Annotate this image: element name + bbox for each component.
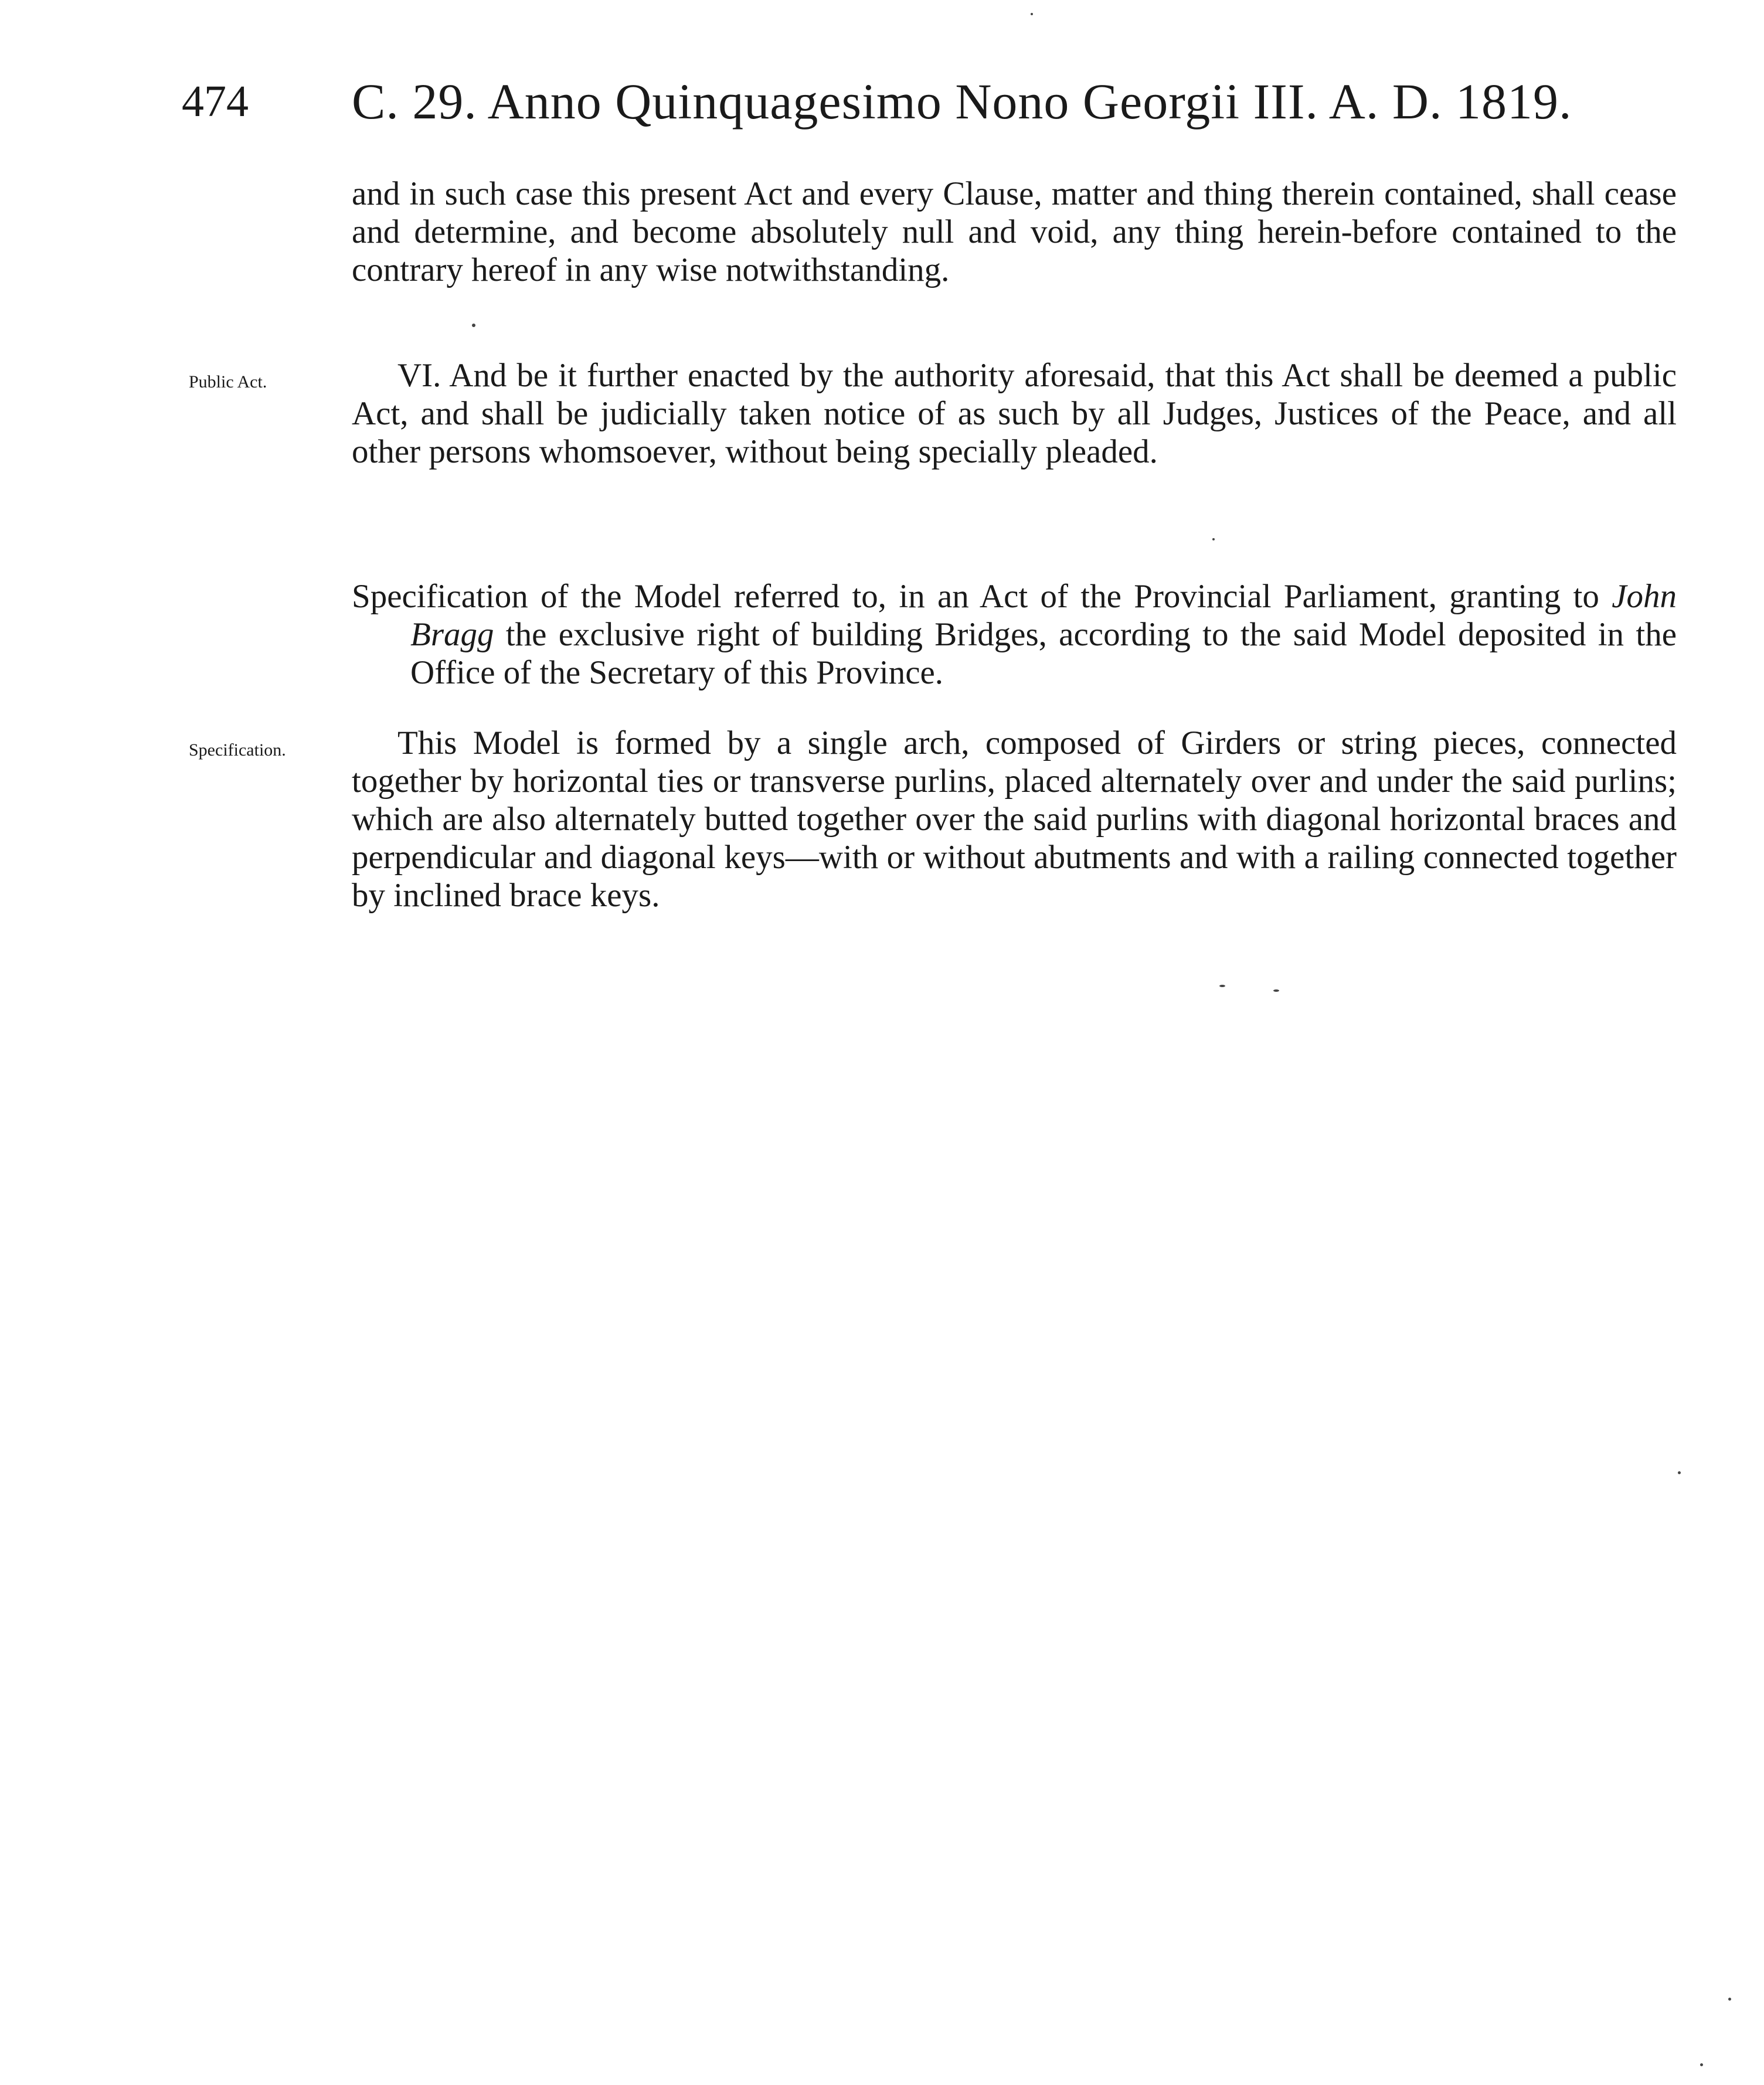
specification-heading (352, 577, 1677, 692)
specification-heading-text (352, 577, 1677, 692)
scan-speck (1728, 1998, 1731, 2001)
specification-paragraph (352, 724, 1677, 914)
patentee-name: John Bragg (410, 578, 1677, 653)
continuation-text: and in such case this present Act and every Clause, matter and thing therein contained, shall cease and determine, and become absolutely null and void, any thing herein-before contained to the contrary hereof in any wise notwithstanding. (352, 175, 1677, 288)
page-header (0, 69, 1764, 134)
specification-heading-after: the exclusive right of building Bridges, according to the said Model deposited in the Office of the Secretary of this Province. (410, 616, 1677, 691)
continuation-paragraph (352, 175, 1677, 289)
scan-speck (1219, 985, 1225, 987)
scan-speck (1678, 1471, 1681, 1474)
specification-heading-before: Specification of the Model referred to, in an Act of the Provincial Parliament, granting to (352, 578, 1612, 615)
margin-note-public-act: Public Act. (189, 372, 267, 392)
specification-text: This Model is formed by a single arch, composed of Girders or string pieces, connected together by horizontal ties or transverse purlins, placed alternately over and under the said purlins; which are also alternately butted together over the said purlins with diagonal horizontal braces and perpendicular and diagonal keys—with or without abutments and with a railing connected together by inclined brace keys. (352, 725, 1677, 914)
margin-note-specification: Specification. (189, 740, 286, 760)
page-number: 474 (182, 77, 249, 126)
scan-speck (472, 324, 475, 327)
scan-speck (1031, 13, 1033, 15)
section-vi-text: VI. And be it further enacted by the authority aforesaid, that this Act shall be deemed a public Act, and shall be judicially taken notice of as such by all Judges, Justices of the Peace, and all other persons whomsoever, without being specially pleaded. (352, 357, 1677, 470)
scan-speck (1700, 2063, 1703, 2066)
scan-speck (1273, 989, 1279, 992)
running-title: C. 29. Anno Quinquagesimo Nono Georgii III. A. D. 1819. (352, 73, 1572, 130)
section-vi-paragraph (352, 356, 1677, 471)
scan-speck (1212, 538, 1215, 540)
